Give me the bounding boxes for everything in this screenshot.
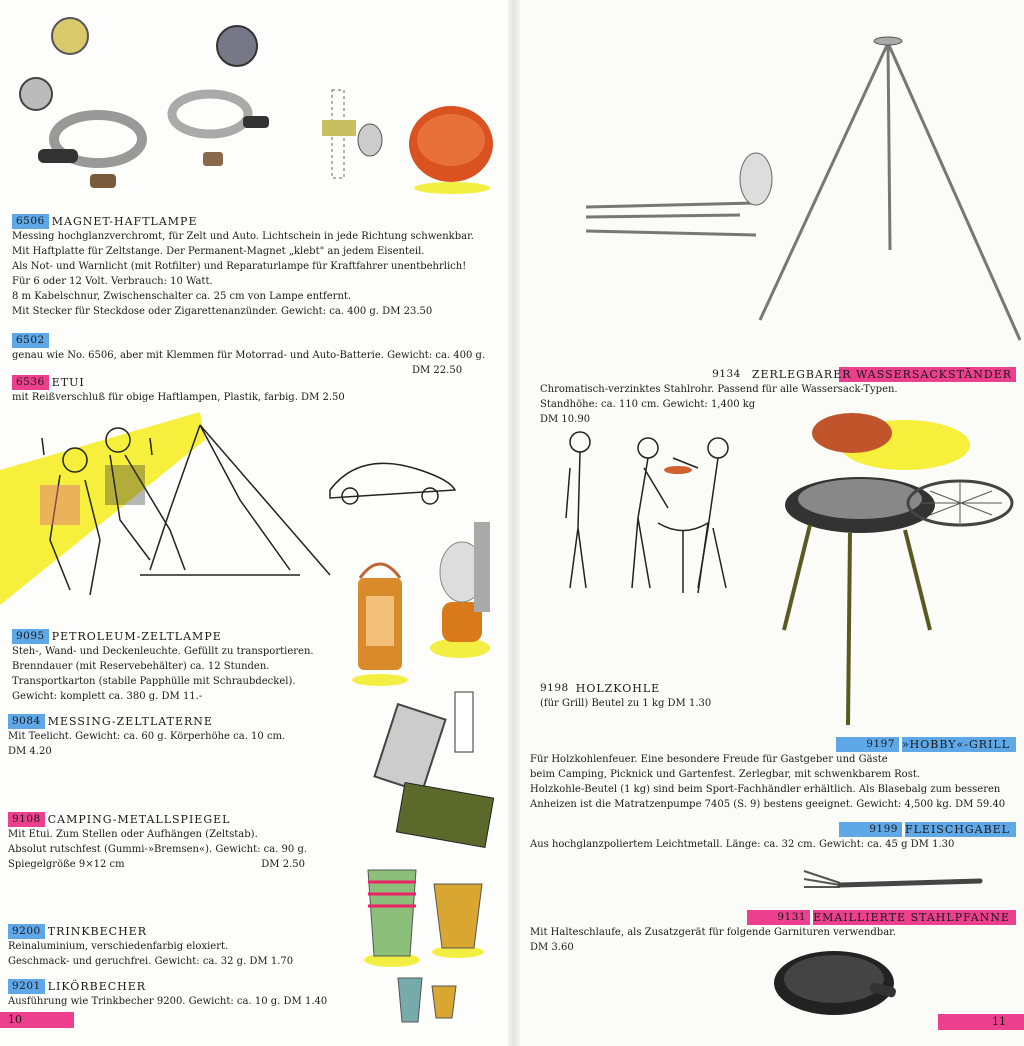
item-title: TRINKBECHER xyxy=(47,925,147,938)
item-number-badge: 9201 xyxy=(8,979,45,994)
item-9198 xyxy=(540,681,840,711)
item-number-badge: 6506 xyxy=(12,214,49,229)
item-number-badge: 9131 xyxy=(747,910,810,925)
item-text-line: Standhöhe: ca. 110 cm. Gewicht: 1,400 kg xyxy=(540,399,756,410)
item-9095 xyxy=(12,629,352,704)
item-6502 xyxy=(12,333,502,378)
item-9134 xyxy=(540,367,1016,427)
item-text-line: Mit Halteschlaufe, als Zusatzgerät für folgende Garnituren verwendbar. xyxy=(530,927,897,938)
item-price: DM 10.90 xyxy=(540,414,591,425)
item-9131 xyxy=(530,910,1016,955)
battery-lamp-illustration xyxy=(165,24,275,174)
item-text-line: beim Camping, Picknick und Gartenfest. Zerlegbar, mit schwenkbarem Rost. xyxy=(530,769,921,780)
item-text-line: Mit Etui. Zum Stellen oder Aufhängen (Zeltstab). xyxy=(8,829,258,840)
item-title: CAMPING-METALLSPIEGEL xyxy=(47,813,231,826)
item-text-line: Mit Teelicht. Gewicht: ca. 60 g. Körperhöhe ca. 10 cm. xyxy=(8,731,286,742)
item-number-badge: 9199 xyxy=(839,822,902,837)
item-title: EMAILLIERTE STAHLPFANNE xyxy=(813,910,1016,925)
item-number-badge: 6536 xyxy=(12,375,49,390)
water-bag-stand-illustration xyxy=(580,35,1024,345)
item-text-line: Mit Haftplatte für Zeltstange. Der Permanent-Magnet „klebt" an jedem Eisenteil. xyxy=(12,246,425,257)
item-number-badge: 9084 xyxy=(8,714,45,729)
item-text-line: Reinaluminium, verschiedenfarbig eloxiert. xyxy=(8,941,229,952)
page-fold xyxy=(508,0,520,1046)
item-title: FLEISCHGABEL xyxy=(905,822,1016,837)
item-text-line: genau wie No. 6506, aber mit Klemmen für Motorrad- und Auto-Batterie. Gewicht: ca. 400 g. xyxy=(12,350,486,361)
item-9197 xyxy=(530,737,1016,812)
grill-party-illustration xyxy=(548,428,758,603)
drinking-cups-illustration xyxy=(360,860,495,1030)
item-text-line: Transportkarton (stabile Papphülle mit Schraubdeckel). xyxy=(12,676,296,687)
steel-pan-illustration xyxy=(770,945,900,1030)
item-9201 xyxy=(8,979,368,1009)
item-title: HOLZKOHLE xyxy=(575,682,661,695)
item-price: DM 4.20 xyxy=(8,746,52,757)
item-number-badge: 6502 xyxy=(12,333,49,348)
item-text-line: Als Not- und Warnlicht (mit Rotfilter) und Reparaturlampe für Kraftfahrer unentbehrlich! xyxy=(12,261,467,272)
lantern-lamp-illustration xyxy=(350,520,495,690)
item-6506 xyxy=(12,214,502,319)
item-text-line: Aus hochglanzpoliertem Leichtmetall. Länge: ca. 32 cm. Gewicht: ca. 45 g DM 1.30 xyxy=(530,839,955,850)
item-price: DM 3.60 xyxy=(530,942,574,953)
item-text-line: Ausführung wie Trinkbecher 9200. Gewicht: ca. 10 g. DM 1.40 xyxy=(8,996,328,1007)
item-title: ZERLEGBARER WASSERSACKSTÄNDER xyxy=(748,367,1016,382)
item-6536 xyxy=(12,375,502,405)
item-title: MAGNET-HAFTLAMPE xyxy=(51,215,198,228)
item-9199 xyxy=(530,822,1016,852)
item-text-line: mit Reißverschluß für obige Haftlampen, Plastik, farbig. DM 2.50 xyxy=(12,392,345,403)
item-title: LIKÖRBECHER xyxy=(47,980,147,993)
page-number: 10 xyxy=(0,1012,74,1028)
item-text-line: Anheizen ist die Matratzenpumpe 7405 (S. 9) bestens geeignet. Gewicht: 4,500 kg. DM 59.40 xyxy=(530,799,1006,810)
item-text-line: 8 m Kabelschnur, Zwischenschalter ca. 25 cm von Lampe entfernt. xyxy=(12,291,352,302)
item-title: »HOBBY«-GRILL xyxy=(902,737,1016,752)
item-text-line: Gewicht: komplett ca. 380 g. DM 11.- xyxy=(12,691,203,702)
item-text-line: Steh-, Wand- und Deckenleuchte. Gefüllt zu transportieren. xyxy=(12,646,314,657)
item-number-badge: 9134 xyxy=(712,368,741,380)
item-text-line: Holzkohle-Beutel (1 kg) sind beim Sport-Fachhändler erhältlich. Als Blasebalg zum besseren xyxy=(530,784,1001,795)
item-text-line: Messing hochglanzverchromt, für Zelt und Auto. Lichtschein in jede Richtung schwenkbar. xyxy=(12,231,474,242)
item-text-line: Für 6 oder 12 Volt. Verbrauch: 10 Watt. xyxy=(12,276,213,287)
item-number-badge: 9095 xyxy=(12,629,49,644)
meat-fork-illustration xyxy=(800,865,990,895)
item-price: DM 22.50 xyxy=(412,365,463,376)
item-9084 xyxy=(8,714,348,759)
item-text-line: (für Grill) Beutel zu 1 kg DM 1.30 xyxy=(540,698,712,709)
item-text-line: Spiegelgröße 9×12 cm DM 2.50 xyxy=(8,859,305,870)
lamp-clamp-illustration xyxy=(318,88,388,183)
item-text-line: Chromatisch-verzinktes Stahlrohr. Passend für alle Wassersack-Typen. xyxy=(540,384,898,395)
zip-pouch-illustration xyxy=(405,100,500,195)
item-number-badge: 9108 xyxy=(8,812,45,827)
item-number-badge: 9198 xyxy=(540,682,569,694)
item-number-badge: 9200 xyxy=(8,924,45,939)
item-text-line: Mit Stecker für Steckdose oder Zigarettenanzünder. Gewicht: ca. 400 g. DM 23.50 xyxy=(12,306,433,317)
item-9200 xyxy=(8,924,348,969)
item-text-line: Für Holzkohlenfeuer. Eine besondere Freude für Gastgeber und Gäste xyxy=(530,754,888,765)
item-text-line: Geschmack- und geruchfrei. Gewicht: ca. 32 g. DM 1.70 xyxy=(8,956,294,967)
item-title: PETROLEUM-ZELTLAMPE xyxy=(51,630,222,643)
item-9108 xyxy=(8,812,348,872)
item-number-badge: 9197 xyxy=(836,737,899,752)
item-title: ETUI xyxy=(51,376,85,389)
magnet-lamp-illustration xyxy=(8,14,148,194)
item-title: MESSING-ZELTLATERNE xyxy=(47,715,213,728)
item-text-line: Absolut rutschfest (Gummi-»Bremsen«). Gewicht: ca. 90 g. xyxy=(8,844,308,855)
mirror-illustration xyxy=(355,690,495,850)
item-text-line: Brenndauer (mit Reservebehälter) ca. 12 Stunden. xyxy=(12,661,270,672)
page-number: 11 xyxy=(938,1014,1024,1030)
